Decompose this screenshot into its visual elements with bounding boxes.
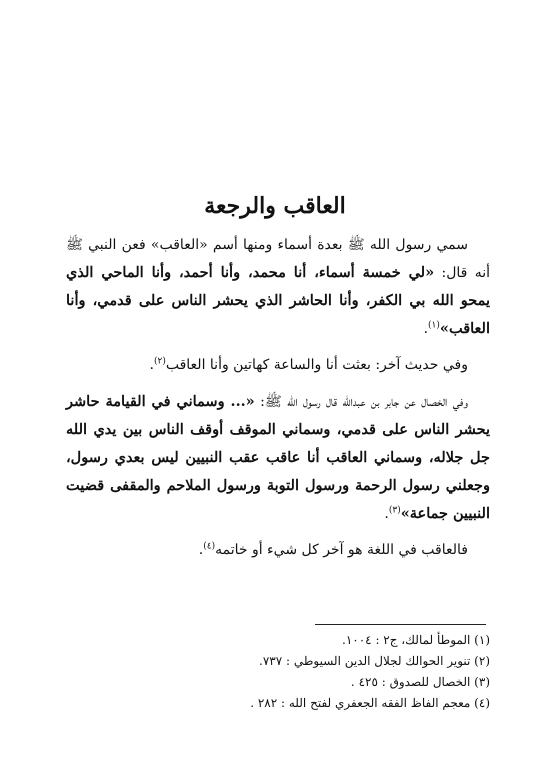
footnote-3: (٣) الخصال للصدوق : ٤٢٥ . — [350, 675, 490, 689]
footnote-2: (٢) تنوير الحوالك لجلال الدين السيوطي : ٧٣٧. — [258, 654, 490, 668]
paragraph-1: سمي رسول الله ﷺ بعدة أسماء ومنها أسم «العاقب» فعن النبي ﷺ أنه قال: «لي خمسة أسماء، أنا محمد، وأنا أحمد، وأنا الماحي الذي يمحو الله بي الكفر، وأنا الحاشر الذي يحشر الناس على قدمي، وأنا العاقب»$^{(١)}$. — [66, 237, 490, 337]
hadith-quote-3: «... وسماني في القيامة حاشر يحشر الناس على قدمي، وسماني الموقف أوقف الناس بين يدي الله جل جلاله، وسماني العاقب أنا عاقب عقب النبيين ليس بعدي رسول، وجعلني رسول الرحمة ورسول التوبة ورسول الملاحم والمقفى قضيت النبيين جماعة» — [66, 393, 490, 522]
footnote-1: (١) الموطأ لمالك، ج٢ : ١٠٠٤. — [342, 633, 490, 647]
footnote-4: (٤) معجم الفاظ الفقه الجعفري لفتح الله : ٢٨٢ . — [250, 696, 490, 710]
footnote-ref-1: (١) — [428, 320, 440, 331]
footnote-ref-2: (٢) — [153, 356, 166, 367]
body-text — [66, 232, 490, 573]
footnote-ref-4: (٤) — [203, 541, 216, 552]
paragraph-3-lead: وفي الخصال عن جابر بن عبدالله قال رسول الله ﷺ: — [254, 394, 469, 410]
paragraph-2-text: وفي حديث آخر: بعثت أنا والساعة كهاتين وأنا العاقب — [165, 357, 468, 373]
section-title: العاقب والرجعة — [204, 193, 346, 219]
paragraph-3: وفي الخصال عن جابر بن عبدالله قال رسول الله ﷺ: «... وسماني في القيامة حاشر يحشر الناس على قدمي، وسماني الموقف أوقف الناس بين يدي الله جل جلاله، وسماني العاقب أنا عاقب عقب النبيين ليس بعدي رسول، وجعلني رسول الرحمة ورسول التوبة ورسول الملاحم والمقفى قضيت النبيين جماعة»$^{(٣)}$. — [66, 393, 490, 522]
hadith-quote-1: «لي خمسة أسماء، أنا محمد، وأنا أحمد، وأنا الماحي الذي يمحو الله بي الكفر، وأنا الحاشر الذي يحشر الناس على قدمي، وأنا العاقب» — [66, 264, 490, 337]
footnote-divider — [315, 624, 486, 625]
paragraph-1-lead: سمي رسول الله ﷺ بعدة أسماء ومنها أسم «العاقب» فعن النبي ﷺ أنه قال: — [66, 237, 490, 281]
paragraph-2: وفي حديث آخر: بعثت أنا والساعة كهاتين وأنا العاقب$^{(٢)}$. — [149, 356, 468, 373]
paragraph-4: فالعاقب في اللغة هو آخر كل شيء أو خاتمه$^{(٤)}$. — [198, 541, 468, 558]
footnote-ref-3: (٣) — [388, 505, 401, 516]
footnotes — [66, 630, 490, 714]
paragraph-4-text: فالعاقب في اللغة هو آخر كل شيء أو خاتمه — [215, 542, 468, 558]
